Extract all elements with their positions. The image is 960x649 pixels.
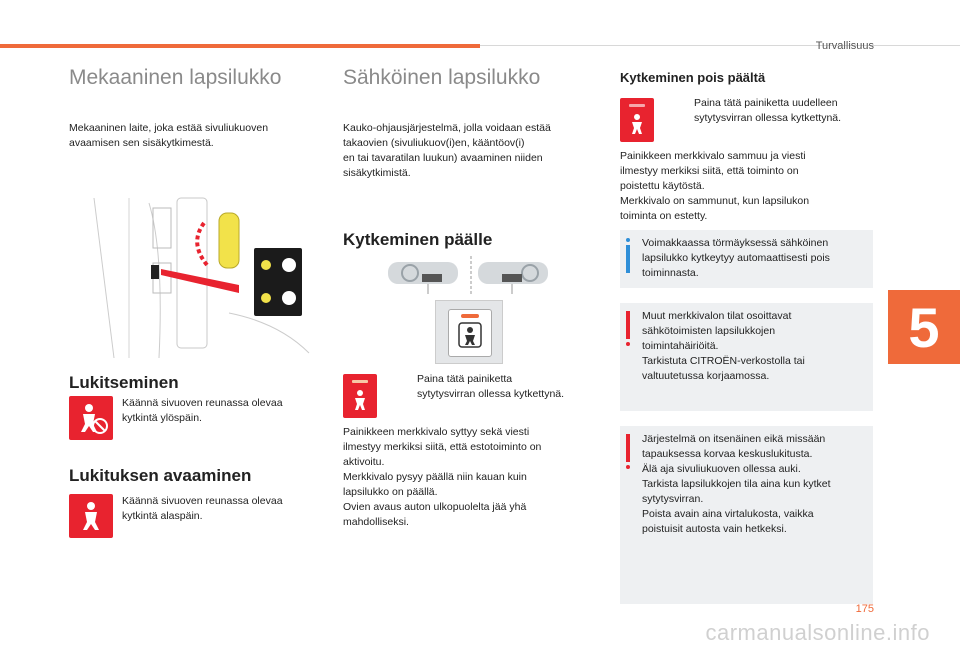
- section-label: Turvallisuus: [815, 40, 874, 52]
- lock-heading: Lukitseminen: [69, 373, 179, 392]
- activate-heading: Kytkeminen päälle: [343, 230, 493, 249]
- warning-icon: [626, 434, 630, 472]
- watermark: carmanualsonline.info: [705, 620, 930, 645]
- deactivate-bullet-text: Paina tätä painiketta uudelleen sytytysvirran ollessa kytkettynä.: [694, 97, 842, 124]
- child-lock-button-closeup: [435, 300, 503, 364]
- child-lock-button-icon: [458, 322, 482, 348]
- deactivate-heading: Kytkeminen pois päältä: [620, 70, 766, 85]
- deactivate-bullet: [676, 96, 841, 126]
- unlock-heading: Lukituksen avaaminen: [69, 466, 252, 485]
- unlock-text: Käännä sivuoven reunassa olevaa kytkintä alaspäin.: [122, 495, 283, 522]
- mechanical-lock-title: Mekaaninen lapsilukko: [69, 66, 282, 89]
- warning-box-1: [620, 303, 873, 411]
- activate-text: Painikkeen merkkivalo syttyy sekä viesti ilmestyy merkiksi siitä, että estotoiminto on aktivoitu. Merkkivalo pysyy päällä niin kauan kuin lapsilukko on päällä. Ovien avaus auton ulkopuolelta jää yhä mahdolliseksi.: [343, 426, 542, 528]
- warning-icon: [626, 311, 630, 349]
- button-lit-icon: [343, 374, 377, 418]
- bullet-icon: [676, 96, 694, 126]
- bullet-icon: [399, 372, 417, 402]
- header-accent-bar: [0, 44, 480, 48]
- mechanical-lock-intro: Mekaaninen laite, joka estää sivuliukuoven avaamisen sen sisäkytkimestä.: [69, 122, 269, 149]
- deactivate-text: Painikkeen merkkivalo sammuu ja viesti ilmestyy merkiksi siitä, että toiminto on poistettu käytöstä. Merkkivalo on sammunut, kun lapsilukon toiminta on estetty.: [620, 150, 810, 222]
- info-box-text: Voimakkaassa törmäyksessä sähköinen lapsilukko kytkeytyy automaattisesti pois toiminnasta.: [642, 237, 830, 279]
- child-lock-off-icon: [69, 494, 113, 538]
- chapter-tab: 5: [888, 290, 960, 364]
- activate-bullet-text: Paina tätä painiketta sytytysvirran ollessa kytkettynä.: [417, 373, 565, 400]
- lock-text: Käännä sivuoven reunassa olevaa kytkintä ylöspäin.: [122, 397, 283, 424]
- warning-box-1-text: Muut merkkivalon tilat osoittavat sähkötoimisten lapsilukkojen toimintahäiriöitä. Tarkistuta CITROËN-verkostolla tai valtuutetussa korjaamossa.: [642, 310, 805, 382]
- info-icon: [626, 238, 630, 276]
- electric-lock-title: Sähköinen lapsilukko: [343, 66, 541, 89]
- door-lock-illustration: [69, 193, 319, 363]
- warning-box-2-text: Järjestelmä on itsenäinen eikä missään tapauksessa korvaa keskuslukitusta. Älä aja sivuliukuoven ollessa auki. Tarkista lapsilukkojen tila aina kun kytket sytytysvirran. Poista avain aina virtalukosta, vaikka poistuisit autosta vain hetkeksi.: [642, 433, 831, 535]
- child-lock-on-icon: [69, 396, 113, 440]
- warning-box-2: [620, 426, 873, 604]
- page-number: 175: [855, 603, 874, 615]
- activate-bullet: [399, 372, 564, 402]
- info-box: [620, 230, 873, 288]
- dashboard-location-illustration: [388, 256, 558, 296]
- header-rule: [480, 45, 960, 46]
- button-unlit-icon: [620, 98, 654, 142]
- electric-lock-intro: Kauko-ohjausjärjestelmä, jolla voidaan estää takaovien (sivuliukuov(i)en, kääntöov(i) en tai tavaratilan luukun) avaaminen niiden sisäkytkimistä.: [343, 122, 551, 179]
